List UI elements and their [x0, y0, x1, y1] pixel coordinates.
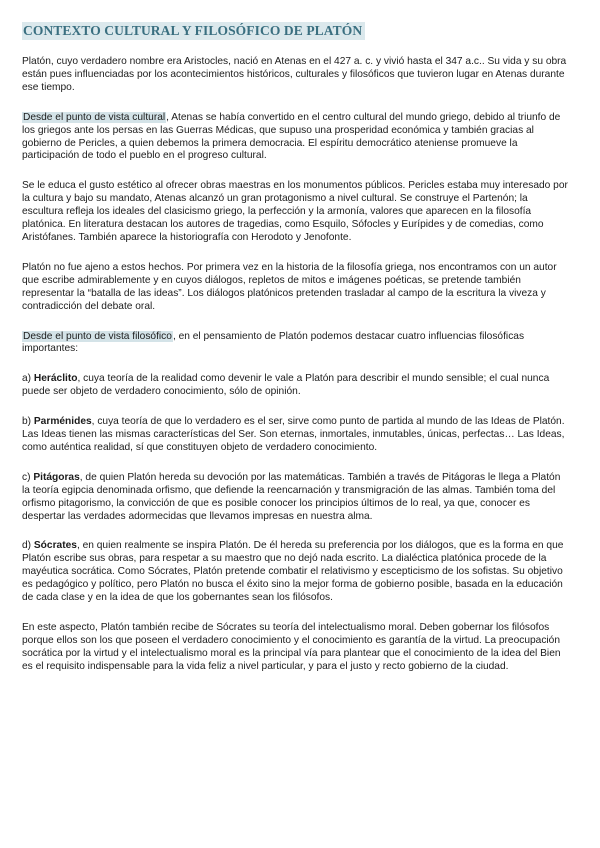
document-title: CONTEXTO CULTURAL Y FILOSÓFICO DE PLATÓN — [22, 22, 365, 40]
paragraph-cultural — [22, 112, 568, 164]
influence-name: Heráclito — [33, 373, 78, 385]
influence-prefix: b) — [22, 416, 34, 428]
influence-heraclito — [22, 373, 568, 399]
influence-prefix: d) — [22, 540, 34, 552]
highlight-philosophical: Desde el punto de vista filosófico — [23, 330, 172, 342]
influence-name: Parménides — [33, 416, 92, 428]
influence-text: , cuya teoría de la realidad como devenir le vale a Platón para describir el mundo sensible; el cual nunca puede ser objeto de verdadero conocimiento, sólo de opinión. — [22, 373, 550, 398]
influence-pitagoras — [22, 472, 568, 524]
influence-parmenides — [22, 416, 568, 455]
influence-text: , cuya teoría de que lo verdadero es el ser, sirve como punto de partida al mundo de las Ideas de Platón. Las Ideas tienen las mismas características del Ser. Son eternas, inmortales, inmutables, únicas, perfectas… Las Ideas, como auténtica realidad, sí que constituyen objeto de verdadero conocimiento. — [22, 416, 565, 453]
paragraph-conclusion: En este aspecto, Platón también recibe de Sócrates su teoría del intelectualismo moral. Deben gobernar los filósofos porque ellos son los que poseen el verdadero conocimiento y el conocimiento es garantía de la virtud. La preocupación socrática por la virtud y el intelectualismo moral es la principal vía para plantear que el conocimiento de la idea del Bien es el requisito indispensable para la vida feliz a nivel particular, y para el justo y recto gobierno de la ciudad. — [22, 622, 561, 672]
paragraph-philosophical-text: , en el pensamiento de Platón podemos destacar cuatro influencias filosóficas importantes: — [22, 330, 525, 355]
influence-prefix: a) — [22, 373, 34, 385]
paragraph-dialogues: Platón no fue ajeno a estos hechos. Por primera vez en la historia de la filosofía griega, nos encontramos con un autor que escribe admirablemente y en cuyos diálogos, repletos de mitos e imágenes poéticas, se pretende también representar la “batalla de las ideas”. Los diálogos platónicos pretenden trasladar al campo de la escritura la viveza y contradicción del debate oral. — [22, 261, 557, 312]
paragraph-intro: Platón, cuyo verdadero nombre era Aristocles, nació en Atenas en el 427 a. c. y vivió hasta el 347 a.c.. Su vida y su obra están pues influenciadas por los acontecimientos históricos, culturales y filosóficos que tuvieron lugar en Atenas durante ese tiempo. — [22, 56, 567, 93]
influence-text: , en quien realmente se inspira Platón. De él hereda su preferencia por los diálogos, que es la forma en que Platón escribe sus obras, para respetar a su maestro que no dejó nada escrito. La dialéctica platónica procede de la mayéutica socrática. Como Sócrates, Platón pretende combatir el relativismo y escepticismo de los sofistas. Su objetivo es pedagógico y político, pero Platón no busca el éxito sino la mejor forma de gobierno posible, basada en la educación de cada clase y en la idea de que los gobernantes sean los filósofos. — [22, 540, 564, 604]
influence-socrates — [22, 540, 568, 605]
influence-name: Pitágoras — [33, 471, 80, 483]
paragraph-cultural-text: , Atenas se había convertido en el centro cultural del mundo griego, debido al triunfo de los griegos ante los persas en las Guerras Médicas, que supuso una prosperidad económica y también gracias al gobierno de Pericles, a quien debemos la primera democracia. El espíritu democrático ateniense promueve la participación de todo el pueblo en el progreso cultural. — [22, 111, 561, 162]
influence-text: , de quien Platón hereda su devoción por las matemáticas. También a través de Pitágoras le llega a Platón la teoría egipcia denominada orfismo, que defiende la reencarnación y transmigración de las almas. También toma del orfismo pitagorismo, la convicción de que es posible conocer los principios últimos de lo real, ya que, conocer es despertar las verdades adormecidas que llevamos impresas en nuestra alma. — [22, 471, 561, 522]
paragraph-philosophical — [22, 331, 568, 357]
influence-prefix: c) — [22, 471, 34, 483]
highlight-cultural: Desde el punto de vista cultural — [23, 111, 166, 123]
paragraph-pericles: Se le educa el gusto estético al ofrecer obras maestras en los monumentos públicos. Pericles estaba muy interesado por la cultura y bajo su mandato, Atenas alcanzó un gran protagonismo a nivel cultural. Se construye el Partenón; la escultura refleja los ideales del clasicismo griego, la perfección y la armonía, valores que aparecen en la filosofía platónica. En literatura destacan los autores de tragedias, como Esquilo, Sófocles y Eurípides y de comedias, como Aristófanes. También aparece la historiografía con Herodoto y Jenofonte. — [22, 180, 568, 243]
influence-name: Sócrates — [33, 540, 77, 552]
